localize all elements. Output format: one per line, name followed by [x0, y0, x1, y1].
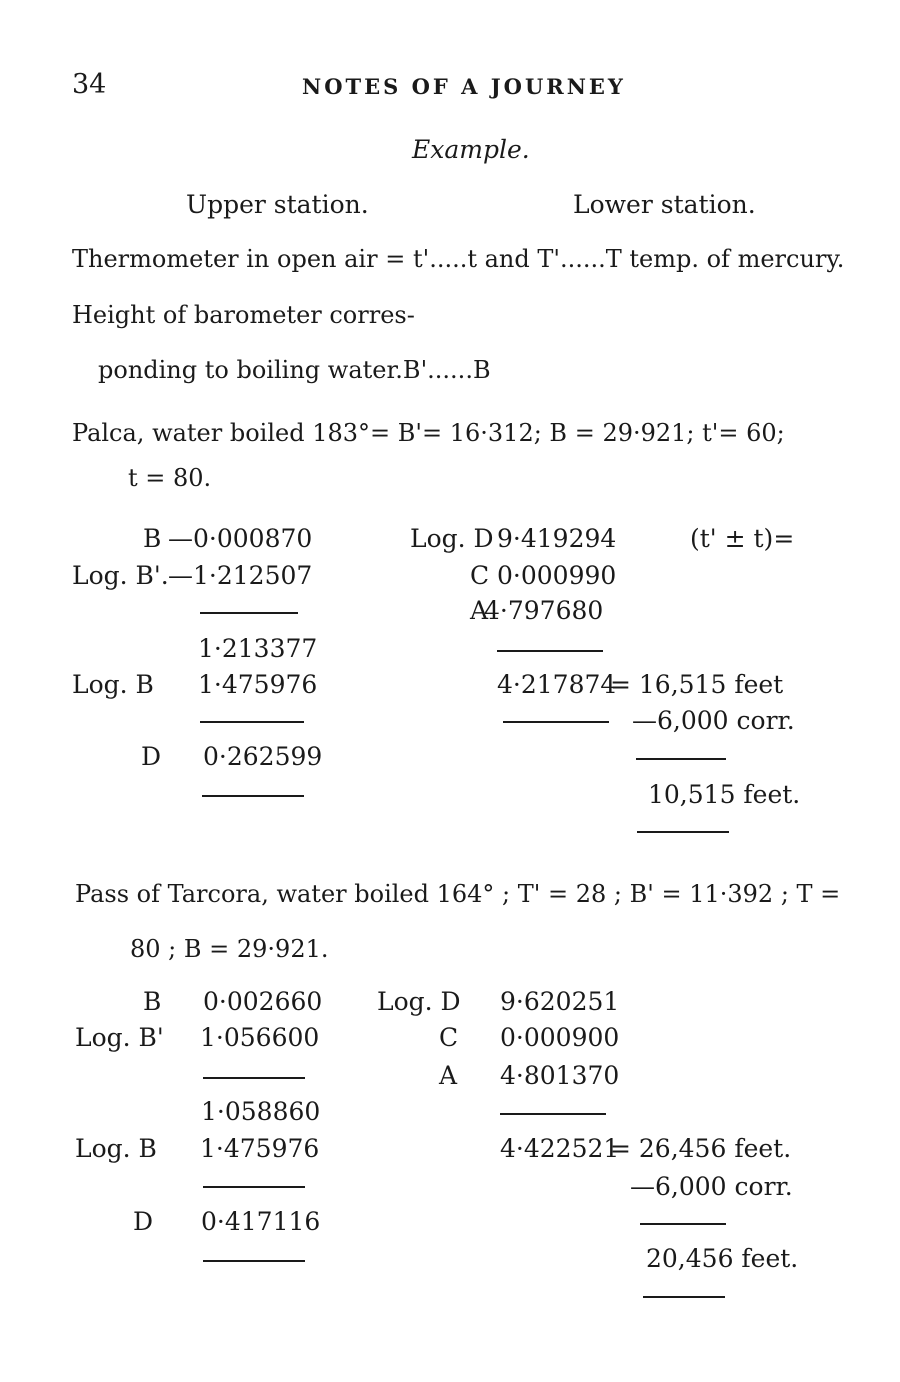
ex1-formula-note: (t' ± t)= — [690, 524, 795, 553]
ex2-c1-r5-label: D — [133, 1207, 154, 1236]
ex1-c1-r1-value: —0·000870 — [168, 524, 313, 553]
barometer-definition-line2: ponding to boiling water.B'......B — [98, 356, 491, 384]
ex2-c2-r3-value: 4·801370 — [500, 1061, 620, 1090]
ex1-c1-r5-label: D — [141, 742, 162, 771]
ex1-c3-rule2 — [637, 831, 729, 833]
ex2-c2-r1-value: 9·620251 — [500, 987, 620, 1016]
running-title: NOTES OF A JOURNEY — [302, 74, 626, 99]
ex2-c1-r5-value: 0·417116 — [201, 1207, 321, 1236]
lower-station-label: Lower station. — [573, 190, 756, 219]
ex1-c2-r4-value: 4·217874 — [497, 670, 617, 699]
example2-intro-line1: Pass of Tarcora, water boiled 164° ; T' = 28 ; B' = 11·392 ; T = — [75, 880, 841, 908]
ex2-c2-rule1 — [500, 1113, 606, 1115]
ex1-c3-rule1 — [636, 758, 726, 760]
ex1-c1-rule3 — [202, 795, 304, 797]
ex2-c1-rule2 — [203, 1186, 305, 1188]
ex1-c1-r2-label: Log. B'. — [72, 561, 169, 590]
ex2-c1-r3-value: 1·058860 — [201, 1097, 321, 1126]
ex1-c1-r1-label: B — [143, 524, 162, 553]
example1-intro-line2: t = 80. — [128, 464, 212, 492]
ex2-c1-r1-label: B — [143, 987, 162, 1016]
ex2-result-feet: 20,456 feet. — [646, 1244, 799, 1273]
ex1-c1-r3-value: 1·213377 — [198, 634, 318, 663]
ex1-c2-r2-value: 0·000990 — [497, 561, 617, 590]
thermometer-definition: Thermometer in open air = t'.....t and T'......T temp. of mercury. — [72, 245, 845, 273]
ex1-result-feet: 10,515 feet. — [648, 780, 801, 809]
ex1-c2-r1-label: Log. D — [410, 524, 494, 553]
ex2-c1-r1-value: 0·002660 — [203, 987, 323, 1016]
ex1-c2-r1-value: 9·419294 — [497, 524, 617, 553]
ex2-c1-r4-value: 1·475976 — [200, 1134, 320, 1163]
ex2-c1-r2-label: Log. B' — [75, 1023, 164, 1052]
ex1-correction: —6,000 corr. — [632, 706, 795, 735]
ex1-c2-r2-label: C — [470, 561, 490, 590]
barometer-definition-line1: Height of barometer corres- — [72, 301, 415, 329]
ex2-c3-rule2 — [643, 1296, 725, 1298]
ex2-c2-r4-value: 4·422521 — [500, 1134, 620, 1163]
ex1-c1-r4-value: 1·475976 — [198, 670, 318, 699]
ex1-c1-rule1 — [200, 612, 298, 614]
ex1-c1-r4-label: Log. B — [72, 670, 154, 699]
ex1-c1-rule2 — [200, 721, 304, 723]
ex2-c2-r3-label: A — [439, 1061, 458, 1090]
ex1-c2-r3-label: A — [470, 596, 489, 625]
ex2-c3-rule1 — [640, 1223, 726, 1225]
ex2-c1-rule3 — [203, 1260, 305, 1262]
example2-intro-line2: 80 ; B = 29·921. — [130, 935, 329, 963]
ex1-c2-r3-value: 4·797680 — [484, 596, 604, 625]
page-number: 34 — [72, 69, 107, 100]
ex2-c1-r4-label: Log. B — [75, 1134, 157, 1163]
ex2-c2-r1-label: Log. D — [377, 987, 461, 1016]
ex2-height-feet: = 26,456 feet. — [610, 1134, 792, 1163]
ex2-c2-r2-label: C — [439, 1023, 459, 1052]
ex2-c1-r2-value: 1·056600 — [200, 1023, 320, 1052]
example1-intro-line1: Palca, water boiled 183°= B'= 16·312; B = 29·921; t'= 60; — [72, 419, 785, 447]
ex2-c1-rule1 — [203, 1077, 305, 1079]
ex1-c2-rule2 — [503, 721, 609, 723]
ex1-c1-r5-value: 0·262599 — [203, 742, 323, 771]
ex2-c2-r2-value: 0·000900 — [500, 1023, 620, 1052]
ex2-correction: —6,000 corr. — [630, 1172, 793, 1201]
ex1-c1-r2-value: —1·212507 — [168, 561, 313, 590]
upper-station-label: Upper station. — [186, 190, 369, 219]
ex1-c2-rule1 — [497, 650, 603, 652]
example-heading: Example. — [412, 135, 530, 164]
ex1-height-feet: = 16,515 feet — [610, 670, 784, 699]
